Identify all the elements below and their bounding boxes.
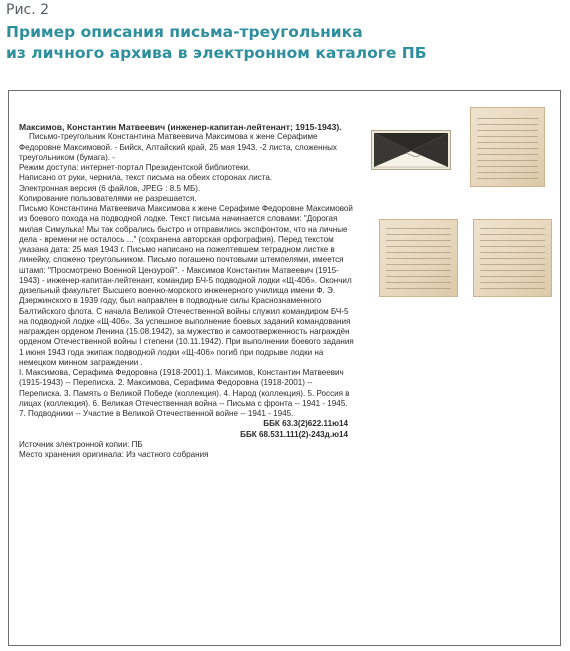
record-annotation: Письмо Константина Матвеевича Максимова к жене Серафиме Федоровне Максимовой из боевого похода на подводной лодке. Текст письма начинается словами: "Дорогая милая Симулька! Мы так собрались быстро и отправились экспфонтом, что на личные дела - времени не осталось ..." (сохранена авторская орфография). Перед текстом указана дата: 25 мая 1943 г. Письмо написано на пожелтевшем тетрадном листке в линейку, сложено треугольником. Письмо погашено почтовыми штемпелями, имеется штамп: "Просмотрено Военной Цензурой". - Максимов Константин Матвеевич (1915-1943) - инженер-капитан-лейтенант, командир БЧ-5 подводной лодки «Щ-406». Окончил дизельный факультет Высшего военно-морского инженерного училища имени Ф. Э. Дзержинского в 1939 году, был направлен в подводные силы Краснознаменного Балтийского флота. С начала Великой Отечественной войны служил командиром БЧ-5 на подводной лодке «Щ-406». За успешное выполнение боевых заданий командования награжден орденом Ленина (15.08.1942), за мужество и самоотверженность награждён орденом Отечественной войны I степени (10.11.1942). При выполнении боевого задания 1 июня 1943 года экипаж подводной лодки «Щ-406» погиб при подрыве лодки на немецком минном заграждении . [19,204,354,367]
catalog-record [19,122,354,460]
record-format-note: Написано от руки, чернила, текст письма на обеих сторонах листа. [19,173,273,183]
record-description: Письмо-треугольник Константина Матвеевича Максимова к жене Серафиме Федоровне Максимовой. - Бийск, Алтайский край, 25 мая 1943. -2 листа, сложенных треугольником (бумага). - [19,132,337,162]
thumbnail-triangle-letter[interactable] [371,130,451,170]
record-source: Источник электронной копии: ПБ [19,439,143,449]
record-bbk-1: ББК 63.3(2)622.11ю14 [263,419,348,429]
catalog-record-frame [8,90,561,646]
thumbnail-letter-page-2[interactable] [379,219,458,297]
caption-line-1: Пример описания письма-треугольника [6,23,363,41]
record-copy-restriction: Копирование пользователями не разрешается. [19,193,197,203]
record-title: Максимов, Константин Матвеевич (инженер-капитан-лейтенант; 1915-1943). [19,122,342,132]
caption-line-2: из личного архива в электронном каталоге ПБ [6,44,427,62]
thumbnail-letter-page-1[interactable] [470,107,545,187]
record-access: Режим доступа: интернет-портал Президентской библиотеки. [19,163,251,172]
record-bbk-2: ББК 68.531.111(2)-243д.ю14 [240,429,348,439]
triangle-letter-image [372,131,450,169]
figure-label: Рис. 2 [6,2,50,18]
record-subjects: I. Максимова, Серафима Федоровна (1918-2001).1. Максимов, Константин Матвеевич (1915-1943) -- Переписка. 2. Максимова, Серафима Федоровна (1918-2001) -- Переписка. 3. Память о Великой Победе (коллекция). 4. Народ (коллекция). 5. Россия в лицах (коллекция). 6. Великая Отечественная война -- Письма с фронта -- 1941 - 1945. 7. Подводники -- Участие в Великой Отечественной войне -- 1941 - 1945. [19,368,350,418]
thumbnail-letter-page-3[interactable] [473,219,552,297]
record-electronic-version: Электронная версия (6 файлов, JPEG : 8.5 МБ). [19,183,201,193]
figure-caption [6,22,561,64]
record-location: Место хранения оригинала: Из частного собрания [19,450,209,459]
